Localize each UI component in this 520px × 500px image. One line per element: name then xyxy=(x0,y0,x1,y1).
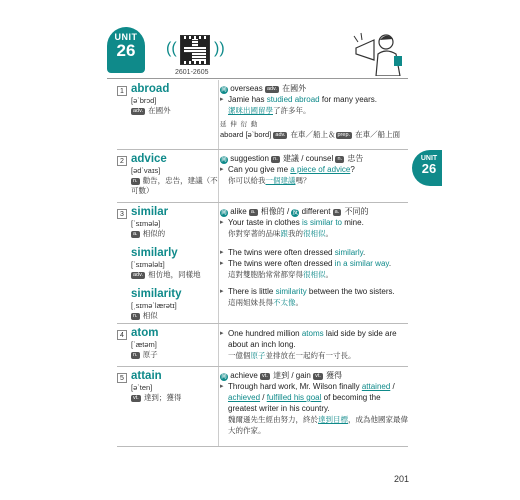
antonym-mark: 反 xyxy=(292,210,299,216)
example-zh: 這對雙胞胎常常都穿得很相似。 xyxy=(228,270,333,279)
entry-abroad xyxy=(117,80,408,150)
entry-similar: 3 similar [ˋsɪmələ] a. 相似的 similarly [ˋsɪmələlɪ] adv. 相仿地，同樣地 similarity [ˌsɪməˋlærətɪ] n. 相似 同 alike a. 相像的 / 反 different a. 不同的 ▸ Your taste in clothes is similar to mine. 你對穿著的品味跟我的很相似。 ▸ The twins were often dressed similarly. ▸ The twins were often dressed in a similar way. 這對雙胞胎常常都穿得很相似。 ▸ There is little similarity between the two sisters. 這兩姐妹長得不太像。 xyxy=(117,203,408,324)
pronunciation: [ˋsɪmələlɪ] xyxy=(131,260,165,269)
example-en: ▸ Can you give me a piece of advice? xyxy=(220,164,408,175)
extension-line: aboard [əˋbord] adv. 在車／船上＆ prep. 在車／船上面 xyxy=(220,130,401,139)
headword: abroad xyxy=(131,83,170,95)
meaning: 相仿地，同樣地 xyxy=(148,270,201,279)
example-zh: 一億個原子並排放在一起約有一寸長。 xyxy=(228,351,356,360)
pronunciation: [əˋten] xyxy=(131,383,153,392)
sound-wave-left-icon: (( xyxy=(166,40,177,57)
example-en: ▸ The twins were often dressed in a similar way. xyxy=(220,258,408,269)
synonym-word: overseas xyxy=(230,84,263,93)
example-en: ▸ There is little similarity between the two sisters. xyxy=(220,286,408,297)
synonym-word: alike xyxy=(230,207,247,216)
pos-tag: n. xyxy=(133,313,138,319)
pronunciation: [ˋætəm] xyxy=(131,340,157,349)
unit-number: 26 xyxy=(116,41,136,60)
synonym-pos: adv. xyxy=(266,86,277,92)
meaning: 原子 xyxy=(142,350,158,359)
example-zh: 你對穿著的品味跟我的很相似。 xyxy=(228,229,333,238)
example-en: ▸ Through hard work, Mr. Wilson finally attained / achieved / fulfilled his goal of becoming the greatest writer in his country. xyxy=(220,381,408,414)
example-en: ▸ The twins were often dressed similarly. xyxy=(220,247,408,258)
headword-similarly: similarly xyxy=(131,247,178,259)
sound-wave-right-icon: )) xyxy=(214,40,225,57)
headword: similar xyxy=(131,206,169,218)
pos-tag: vt. xyxy=(133,395,139,401)
headword: attain xyxy=(131,370,162,382)
example-zh: 潔咪出國留學了許多年。 xyxy=(228,106,311,115)
pos-tag: a. xyxy=(133,231,138,237)
meaning: 在國外 xyxy=(148,106,171,115)
meaning: 達到；獲得 xyxy=(143,393,182,402)
megaphone-person-icon xyxy=(352,28,408,76)
pos-tag: n. xyxy=(133,352,138,358)
qr-code-icon[interactable] xyxy=(180,35,210,65)
meaning: 相似的 xyxy=(142,229,166,238)
pos-tag: n. xyxy=(133,178,138,184)
synonym-word: achieve xyxy=(230,371,258,380)
unit-label: UNIT xyxy=(114,32,138,42)
synonym-meaning: 在國外 xyxy=(282,84,307,93)
example-zh: 魏爾遜先生經由努力，終於達到目標，成為他國家最偉大的作家。 xyxy=(228,415,408,435)
headword: atom xyxy=(131,327,159,339)
pronunciation: [əˋbrɔd] xyxy=(131,96,157,105)
example-en: ▸ Your taste in clothes is similar to mine. xyxy=(220,217,408,228)
synonym-mark: 同 xyxy=(221,210,227,216)
entry-advice: 2 advice [ədˋvaɪs] n. 勸告，忠告，建議（不可數） 同 suggestion n. 建議 / counsel n. 忠告 ▸ Can you give me a piece of advice? 你可以給我一個建議嗎？ xyxy=(117,150,408,203)
headword-similarity: similarity xyxy=(131,288,182,300)
entry-number: 1 xyxy=(117,86,127,96)
pos-tag: adv. xyxy=(133,272,143,278)
pronunciation: [ˌsɪməˋlærətɪ] xyxy=(131,301,177,310)
meaning: 勸告，忠告，建議（不可數） xyxy=(131,176,218,195)
side-unit-label: UNIT xyxy=(420,155,438,162)
entry-number: 4 xyxy=(117,330,127,340)
vocabulary-list xyxy=(117,80,408,447)
pos-tag: adv. xyxy=(133,108,143,114)
header-divider xyxy=(107,78,408,79)
entry-atom xyxy=(117,324,408,367)
antonym-word: different xyxy=(301,207,331,216)
entry-number: 3 xyxy=(117,209,127,219)
side-unit-number: 26 xyxy=(421,161,437,176)
entry-number: 2 xyxy=(117,156,127,166)
meaning: 相似 xyxy=(142,311,158,320)
example-en: ▸ One hundred million atoms laid side by side are about an inch long. xyxy=(220,328,408,350)
synonym-mark: 同 xyxy=(221,157,227,163)
example-en: ▸ Jamie has studied abroad for many years. xyxy=(220,94,408,105)
synonym-mark: 同 xyxy=(221,87,227,93)
example-zh: 這兩姐妹長得不太像。 xyxy=(228,298,303,307)
audio-track-label: 2601-2605 xyxy=(175,69,209,76)
headword: advice xyxy=(131,153,167,165)
unit-badge xyxy=(107,27,145,73)
pronunciation: [ədˋvaɪs] xyxy=(131,166,161,175)
side-unit-tab[interactable] xyxy=(412,150,442,186)
extension-title: 延 伸 衍 動 xyxy=(220,121,259,128)
entry-number: 5 xyxy=(117,373,127,383)
synonym-word: suggestion xyxy=(230,154,269,163)
page-number: 201 xyxy=(394,474,410,484)
pronunciation: [ˋsɪmələ] xyxy=(131,219,161,228)
example-zh: 你可以給我一個建議嗎？ xyxy=(228,176,311,185)
synonym-mark: 同 xyxy=(221,374,227,380)
entry-attain: 5 attain [əˋten] vt. 達到；獲得 同 achieve vt. 達到 / gain vt. 獲得 ▸ Through hard work, Mr. Wilson finally attained / achieved / fulfilled his goal of becoming the greatest writer in his country. 魏爾遜先生經由努力，終於達到目標，成為他國家最偉大的作家。 xyxy=(117,367,408,447)
